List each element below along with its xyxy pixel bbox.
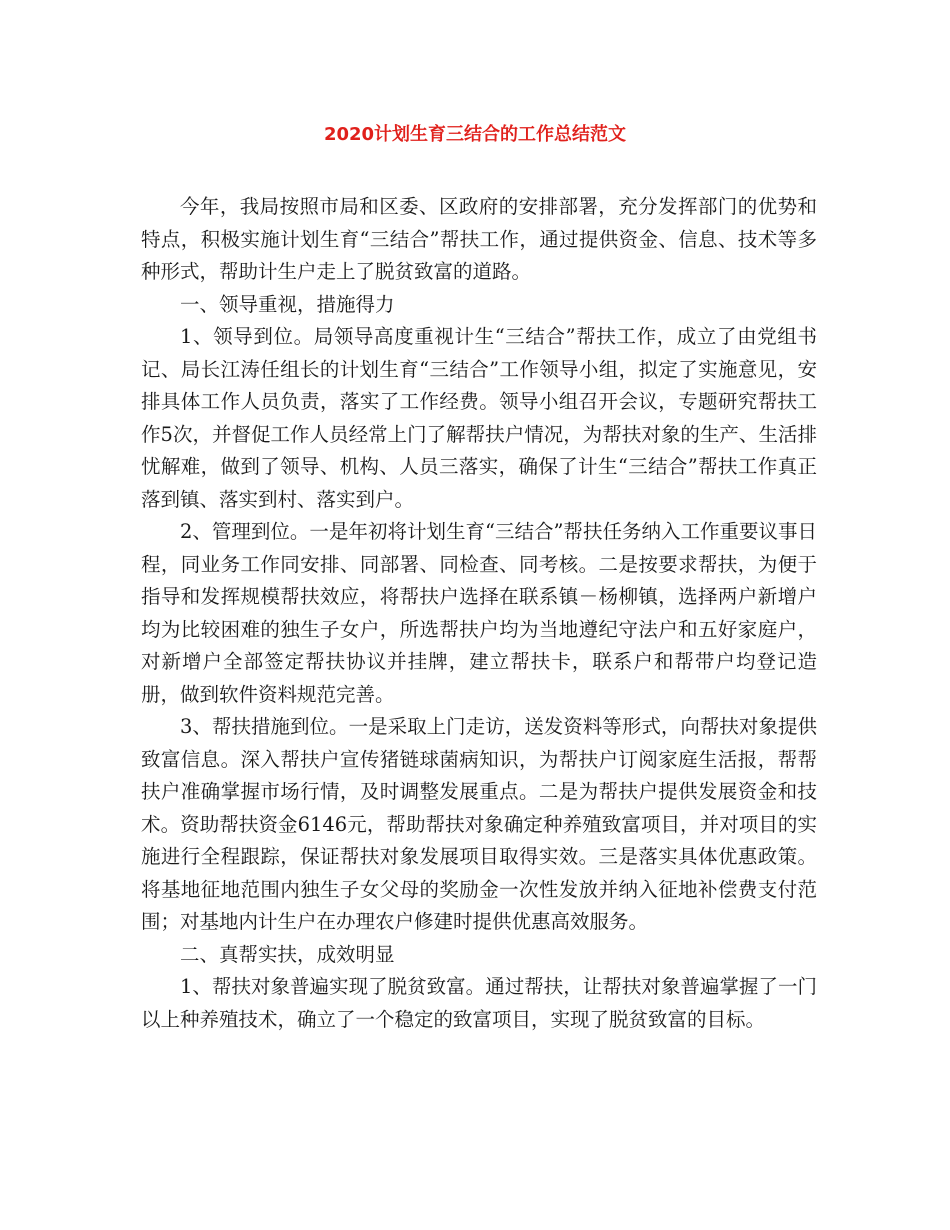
document-title: 2020计划生育三结合的工作总结范文 bbox=[323, 124, 627, 145]
section-heading-1: 一、领导重视，措施得力 bbox=[180, 292, 395, 316]
paragraph-results: 1、帮扶对象普遍实现了脱贫致富。通过帮扶，让帮扶对象普遍掌握了一门以上种养殖技术，确立了一个稳定的致富项目，实现了脱贫致富的目标。 bbox=[141, 975, 817, 1031]
paragraph-measures: 3、帮扶措施到位。一是采取上门走访，送发资料等形式，向帮扶对象提供致富信息。深入帮扶户宣传猪链球菌病知识，为帮扶户订阅家庭生活报，帮帮扶户准确掌握市场行情，及时调整发展重点。二是为帮扶户提供发展资金和技术。资助帮扶资金6146元，帮助帮扶对象确定种养殖致富项目，并对项目的实施进行全程跟踪，保证帮扶对象发展项目取得实效。三是落实具体优惠政策。将基地征地范围内独生子女父母的奖励金一次性发放并纳入征地补偿费支付范围；对基地内计生户在办理农户修建时提供优惠高效服务。 bbox=[141, 715, 817, 933]
paragraph-management: 2、管理到位。一是年初将计划生育“三结合”帮扶任务纳入工作重要议事日程，同业务工作同安排、同部署、同检查、同考核。二是按要求帮扶，为便于指导和发挥规模帮扶效应，将帮扶户选择在联系镇－杨柳镇，选择两户新增户均为比较困难的独生子女户，所选帮扶户均为当地遵纪守法户和五好家庭户，对新增户全部签定帮扶协议并挂牌，建立帮扶卡，联系户和帮带户均登记造册，做到软件资料规范完善。 bbox=[141, 520, 817, 706]
paragraph-leadership: 1、领导到位。局领导高度重视计生“三结合”帮扶工作，成立了由党组书记、局长江涛任组长的计划生育“三结合”工作领导小组，拟定了实施意见，安排具体工作人员负责，落实了工作经费。领导小组召开会议，专题研究帮扶工作5次，并督促工作人员经常上门了解帮扶户情况，为帮扶对象的生产、生活排忧解难，做到了领导、机构、人员三落实，确保了计生“三结合”帮扶工作真正落到镇、落实到村、落实到户。 bbox=[141, 325, 817, 511]
document-body bbox=[141, 191, 817, 1036]
paragraph-intro: 今年，我局按照市局和区委、区政府的安排部署，充分发挥部门的优势和特点，积极实施计划生育“三结合”帮扶工作，通过提供资金、信息、技术等多种形式，帮助计生户走上了脱贫致富的道路。 bbox=[141, 195, 817, 283]
section-heading-2: 二、真帮实扶，成效明显 bbox=[180, 942, 395, 966]
